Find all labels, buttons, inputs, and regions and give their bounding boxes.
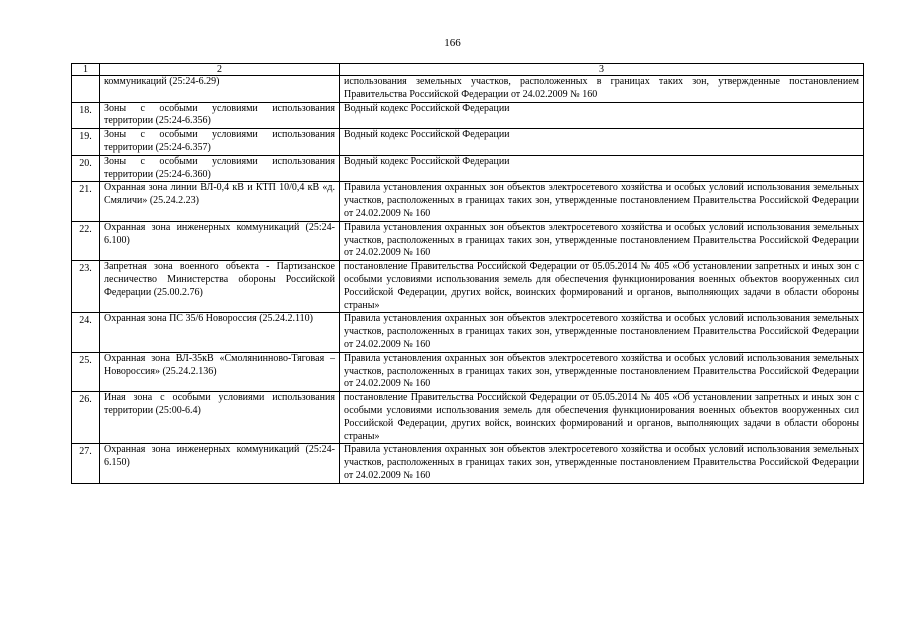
table-row xyxy=(72,102,864,129)
zone-name: Зоны с особыми условиями использования территории (25:24-6.360) xyxy=(100,155,340,182)
table-row xyxy=(72,221,864,260)
header-cell-number: 1 xyxy=(72,64,100,76)
table-row xyxy=(72,155,864,182)
zones-table xyxy=(71,63,864,484)
legal-basis: Правила установления охранных зон объектов электросетевого хозяйства и особых условий использования земельных участков, расположенных в границах таких зон, утвержденные постановлением Правительства Российской Федерации от 24.02.2009 № 160 xyxy=(340,313,864,352)
row-number: 24. xyxy=(72,313,100,352)
legal-basis: Правила установления охранных зон объектов электросетевого хозяйства и особых условий использования земельных участков, расположенных в границах таких зон, утвержденные постановлением Правительства Российской Федерации от 24.02.2009 № 160 xyxy=(340,221,864,260)
legal-basis: постановление Правительства Российской Федерации от 05.05.2014 № 405 «Об установлении запретных и иных зон с особыми условиями использования земель для обеспечения функционирования военных объектов вооруженных сил Российской Федерации, других войск, воинских формирований и органов, выполняющих задачи в области обороны страны» xyxy=(340,392,864,444)
zone-name: Зоны с особыми условиями использования территории (25:24-6.356) xyxy=(100,102,340,129)
legal-basis: Водный кодекс Российской Федерации xyxy=(340,155,864,182)
page-number: 166 xyxy=(444,37,461,49)
legal-basis: Правила установления охранных зон объектов электросетевого хозяйства и особых условий использования земельных участков, расположенных в границах таких зон, утвержденные постановлением Правительства Российской Федерации от 24.02.2009 № 160 xyxy=(340,352,864,391)
table-row xyxy=(72,444,864,483)
table-row xyxy=(72,182,864,221)
header-cell-basis: 3 xyxy=(340,64,864,76)
legal-basis: постановление Правительства Российской Федерации от 05.05.2014 № 405 «Об установлении запретных и иных зон с особыми условиями использования земель для обеспечения функционирования военных объектов вооруженных сил Российской Федерации, других войск, воинских формирований и органов, выполняющих задачи в области обороны страны» xyxy=(340,261,864,313)
legal-basis: использования земельных участков, расположенных в границах таких зон, утвержденные постановлением Правительства Российской Федерации от 24.02.2009 № 160 xyxy=(340,76,864,103)
row-number xyxy=(72,76,100,103)
zone-name: Зоны с особыми условиями использования территории (25:24-6.357) xyxy=(100,129,340,156)
row-number: 23. xyxy=(72,261,100,313)
table-row xyxy=(72,392,864,444)
row-number: 18. xyxy=(72,102,100,129)
zone-name: Иная зона с особыми условиями использования территории (25:00-6.4) xyxy=(100,392,340,444)
legal-basis: Водный кодекс Российской Федерации xyxy=(340,102,864,129)
row-number: 19. xyxy=(72,129,100,156)
zone-name: Охранная зона инженерных коммуникаций (25:24-6.100) xyxy=(100,221,340,260)
row-number: 25. xyxy=(72,352,100,391)
zone-name: коммуникаций (25:24-6.29) xyxy=(100,76,340,103)
table-row xyxy=(72,129,864,156)
legal-basis: Правила установления охранных зон объектов электросетевого хозяйства и особых условий использования земельных участков, расположенных в границах таких зон, утвержденные постановлением Правительства Российской Федерации от 24.02.2009 № 160 xyxy=(340,182,864,221)
legal-basis: Правила установления охранных зон объектов электросетевого хозяйства и особых условий использования земельных участков, расположенных в границах таких зон, утвержденные постановлением Правительства Российской Федерации от 24.02.2009 № 160 xyxy=(340,444,864,483)
row-number: 22. xyxy=(72,221,100,260)
header-cell-name: 2 xyxy=(100,64,340,76)
table-row xyxy=(72,261,864,313)
table-row xyxy=(72,76,864,103)
row-number: 26. xyxy=(72,392,100,444)
row-number: 27. xyxy=(72,444,100,483)
table-row xyxy=(72,313,864,352)
zone-name: Запретная зона военного объекта - Партизанское лесничество Министерства обороны Российской Федерации (25.00.2.76) xyxy=(100,261,340,313)
zone-name: Охранная зона ПС 35/6 Новороссия (25.24.2.110) xyxy=(100,313,340,352)
zone-name: Охранная зона инженерных коммуникаций (25:24-6.150) xyxy=(100,444,340,483)
zone-name: Охранная зона ВЛ-35кВ «Смолянинново-Тяговая – Новороссия» (25.24.2.136) xyxy=(100,352,340,391)
table-row xyxy=(72,352,864,391)
row-number: 21. xyxy=(72,182,100,221)
row-number: 20. xyxy=(72,155,100,182)
table-header-row xyxy=(72,64,864,76)
zone-name: Охранная зона линии ВЛ-0,4 кВ и КТП 10/0,4 кВ «д. Смяличи» (25.24.2.23) xyxy=(100,182,340,221)
legal-basis: Водный кодекс Российской Федерации xyxy=(340,129,864,156)
